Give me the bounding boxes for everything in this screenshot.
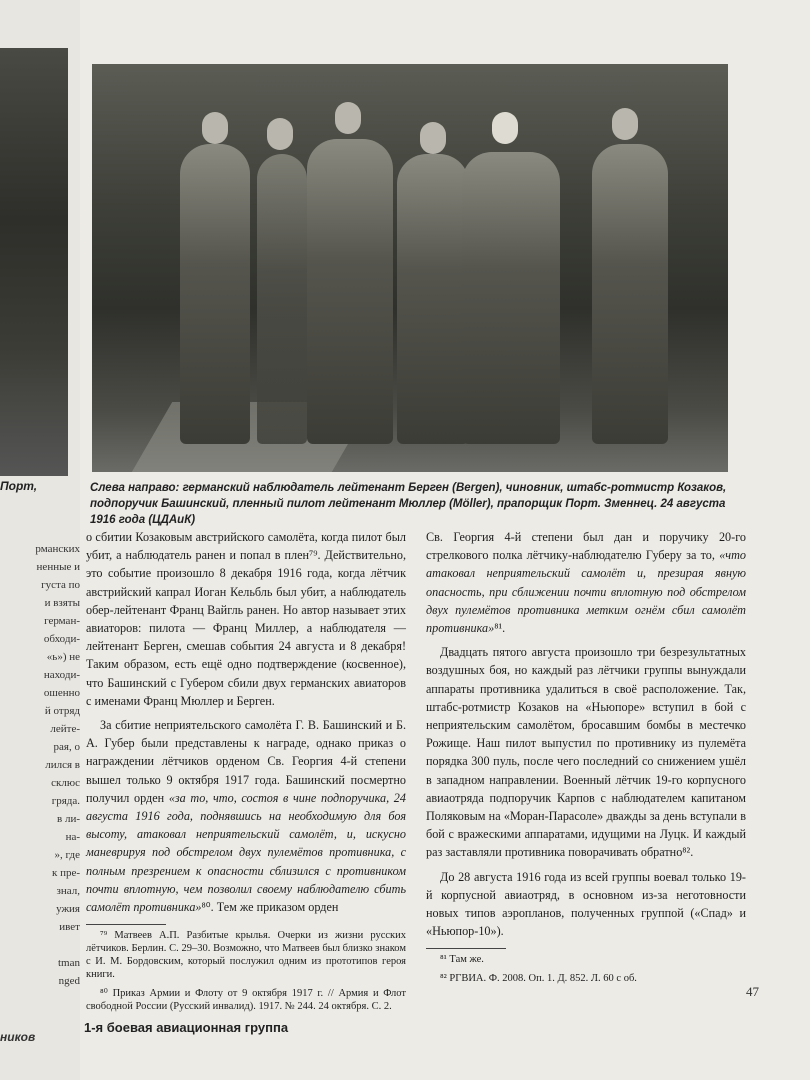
left-page-line: в ли- — [57, 813, 80, 825]
group-photograph — [92, 64, 728, 472]
paragraph: За сбитие неприятельского самолёта Г. В. Башинский и Б. А. Губер были представлены к награде, однако приказ о награждении лётчиков орденом Св. Георгия 4-й степени вышел только 9 октября 1917 года. Башинский посмертно получил орден «за то, что, состоя в чине подпоручика, 24 августа 1916 года, поднявшись на необходимую для боя высоту, атаковал неприятельский самолёт, и, искусно маневрируя под обстрелом двух пулемётов противника, с полным презрением к опасности сблизился с противником почти вплотную, чем позволил своему наблюдателю сбить самолёт противника»⁸⁰. Тем же приказом орден — [86, 718, 406, 915]
footnote-divider — [86, 924, 166, 925]
left-page-line: знал, — [56, 885, 80, 897]
left-page-line: лился в — [45, 759, 80, 771]
paragraph: До 28 августа 1916 года из всей группы воевал только 19-й корпусной авиаотряд, в основном из-за неготовности новых типов аэропланов, полученных группой («Спад» и «Ньюпор-10»). — [426, 869, 746, 939]
left-page-line: ошенно — [43, 687, 80, 699]
left-page — [0, 0, 82, 1080]
person-figure — [462, 152, 560, 444]
left-page-line: герман- — [44, 615, 80, 627]
left-page-line: гряда. — [51, 795, 80, 807]
left-page-footer: ников — [0, 1030, 36, 1044]
paragraph: Двадцать пятого августа произошло три безрезультатных воздушных боя, но каждый раз лётчики группы вынуждали аппараты противника удалиться в своё расположение. Так, штабс-ротмистр Козаков на «Ньюпоре» вступил в бой с неприятельским самолётом, бросавшим бомбы в местечко Рожище. Наш пилот выпустил по противнику из пулемёта порядка 300 пуль, после чего последний со снижением ушёл в западном направлении. Военный лётчик 19-го корпусного авиаотряда подпоручик Карпов с наблюдателем капитаном Поляковым на «Моран-Парасоле» дважды за день вступали в бой с вражескими аппаратами, идущими на Луцк. И каждый раз заставляли противника поворачивать обратно⁸². — [426, 645, 746, 860]
person-figure — [592, 144, 668, 444]
paragraph: о сбитии Козаковым австрийского самолёта, когда пилот был убит, а наблюдатель ранен и попал в плен⁷⁹. Действительно, это событие произошло 8 декабря 1916 года, когда лётчик австрийский капрал Иоган Кельбль был убит, а наблюдатель обер-лейтенант Франц Вайгль ранен. Но автор называет этих авиаторов: пилота — Франц Миллер, а наблюдателя — лейтенант Берген, смешав события 24 августа и 8 декабря! Таким образом, есть ещё одно подтверждение (косвенное), что Башинский с Губером сбили двух германских авиаторов с именами Франц Мюллер и Берген. — [86, 530, 406, 708]
left-page-line: рая, о — [53, 741, 80, 753]
left-page-line: и взяты — [44, 597, 80, 609]
left-page-caption: Порт, — [0, 479, 38, 493]
text-column-left — [86, 528, 406, 1019]
left-page-line: на- — [65, 831, 80, 843]
footnote: ⁸¹ Там же. — [440, 954, 484, 966]
left-page-line: », где — [54, 849, 80, 861]
left-page-line: tman — [58, 957, 80, 969]
left-page-line: ужия — [56, 903, 80, 915]
photo-caption: Слева направо: германский наблюдатель лейтенант Берген (Bergen), чиновник, штабс-ротмистр Козаков, подпоручик Башинский, пленный пилот лейтенант Мюллер (Möller), прапорщик Порт. Зменнец. 24 августа 1916 года (ЦДАиК) — [90, 482, 727, 526]
footnote: ⁷⁹ Матвеев А.П. Разбитые крылья. Очерки из жизни русских лётчиков. Берлин. С. 29–30. Возможно, что Матвеев был близко знаком с И. М. Бордовским, который послужил одним из прототипов героя книги. — [86, 930, 406, 981]
person-figure — [257, 154, 307, 444]
left-page-line: лейте- — [50, 723, 80, 735]
running-footer: 1-я боевая авиационная группа — [84, 1020, 289, 1035]
left-page-line: ненные и — [36, 561, 80, 573]
left-page-line: обходи- — [43, 633, 80, 645]
person-figure — [180, 144, 250, 444]
paragraph: Св. Георгия 4-й степени был дан и поручику 20-го стрелкового полка лётчику-наблюдателю Губеру за то, «что атаковал неприятельский самолёт и, презирая явную опасность, при сближении почти вплотную под обстрелом двух пулемётов противника метким огнём сбил самолёт противника»⁸¹. — [426, 530, 746, 636]
left-page-line: «ь») не — [46, 651, 80, 663]
left-page-line: ивет — [59, 921, 80, 933]
left-page-line: рманских — [35, 543, 80, 555]
person-figure — [397, 154, 469, 444]
person-figure — [307, 139, 393, 444]
left-page-line: находи- — [43, 669, 80, 681]
page-number: 47 — [746, 984, 759, 999]
text-column-right — [426, 528, 746, 991]
footnote: ⁸² РГВИА. Ф. 2008. Оп. 1. Д. 852. Л. 60 с об. — [440, 973, 637, 985]
book-page — [80, 0, 810, 1080]
left-page-line: склюс — [51, 777, 80, 789]
left-page-text — [0, 540, 80, 990]
left-page-line: й отряд — [44, 705, 80, 717]
left-page-line: к пре- — [51, 867, 80, 879]
left-page-line: густа по — [41, 579, 80, 591]
left-page-photo — [0, 48, 68, 476]
footnote-divider — [426, 948, 506, 949]
left-page-line — [0, 936, 80, 954]
left-page-line: nged — [58, 975, 80, 987]
footnote: ⁸⁰ Приказ Армии и Флоту от 9 октября 1917 г. // Армия и Флот свободной России (Русский инвалид). 1917. № 244. 24 октября. С. 2. — [86, 988, 406, 1013]
